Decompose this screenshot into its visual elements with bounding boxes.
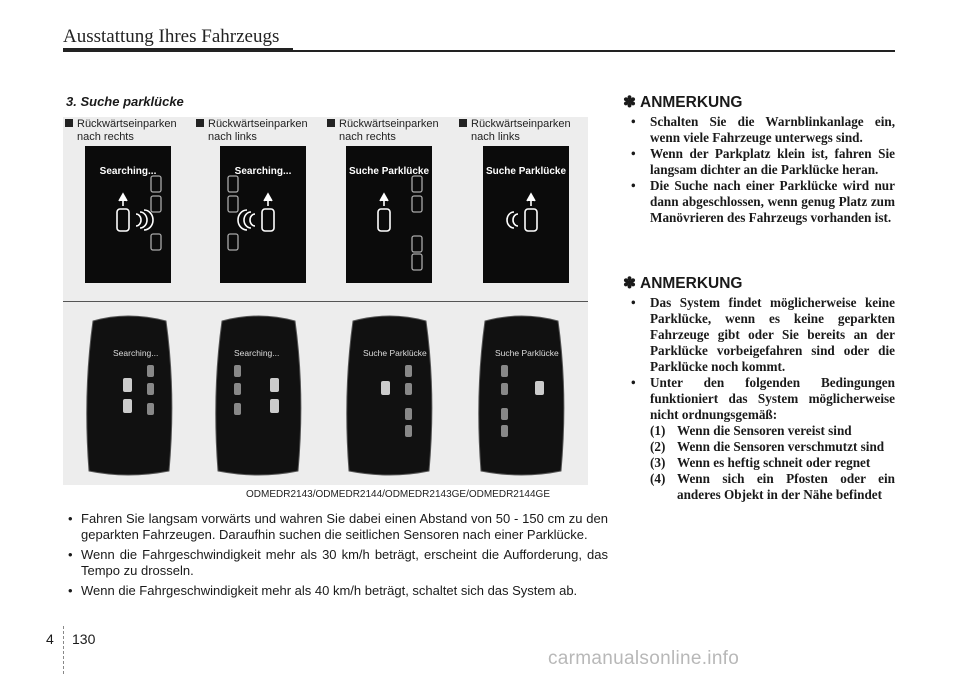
screen-status-text: Suche Parklücke	[485, 166, 567, 177]
list-item: • Fahren Sie langsam vorwärts und wahren Sie dabei einen Abstand von 50 - 150 cm zu den geparkten Fahrzeugen. Daraufhin suchen die seitlichen Sensoren nach einer Parklücke.	[66, 511, 608, 543]
list-item: • Schalten Sie die Warnblinkanlage ein, wenn viele Fahrzeuge unterwegs sind.	[623, 114, 895, 146]
screen-status-text: Searching...	[234, 166, 292, 177]
asterisk-icon: ✽	[623, 94, 636, 111]
section-title: 3. Suche parklücke	[66, 94, 184, 109]
cluster-display-graphic	[457, 303, 588, 485]
panel-label-line2: nach rechts	[339, 130, 396, 143]
panel-label-line1: Rückwärtseinparken	[339, 118, 439, 130]
list-item: • Das System findet möglicherweise keine Parklücke, wenn es keine geparkten Fahrzeuge gibt oder Sie bereits an der Parklücke vorbeigefahren sind oder die Parklücke noch kommt.	[623, 295, 895, 375]
list-item: • Wenn die Fahrgeschwindigkeit mehr als 40 km/h beträgt, schaltet sich das System ab.	[66, 583, 608, 599]
panel-label-line1: Rückwärtseinparken	[208, 118, 308, 130]
panel-label-line2: nach links	[208, 130, 257, 143]
display-screen	[85, 146, 171, 283]
header-rule-thin	[293, 50, 895, 52]
bullet-square-icon	[196, 119, 204, 127]
condition-number: (2)	[650, 439, 666, 454]
condition-number: (3)	[650, 455, 666, 470]
display-screen	[220, 146, 306, 283]
list-item: • Wenn der Parkplatz klein ist, fahren Sie langsam dichter an die Parklücke heran.	[623, 146, 895, 178]
parking-diagram-left-icon	[483, 146, 569, 283]
cluster-status-text: Searching...	[113, 348, 159, 358]
condition-text: Wenn die Sensoren vereist sind	[677, 423, 852, 438]
panel-1	[63, 117, 194, 301]
note-title: ANMERKUNG	[640, 94, 743, 111]
cluster-display-graphic	[194, 303, 325, 485]
note-box-2	[623, 274, 895, 503]
condition-text: Wenn es heftig schneit oder regnet	[677, 455, 871, 470]
header-rule	[63, 48, 293, 52]
note-list	[623, 295, 895, 503]
condition-number: (1)	[650, 423, 666, 438]
panel-label-line2: nach links	[471, 130, 520, 143]
display-screen	[346, 146, 432, 283]
list-item: • Die Suche nach einer Parklücke wird nur dann abgeschlossen, wenn genug Platz zum Manövrieren des Fahrzeugs vorhanden ist.	[623, 178, 895, 226]
note-title: ANMERKUNG	[640, 275, 743, 292]
watermark: carmanualsonline.info	[548, 648, 740, 669]
panel-3	[325, 117, 456, 301]
note-box-1	[623, 93, 895, 226]
bullet-square-icon	[65, 119, 73, 127]
figure-parking-search	[63, 117, 588, 485]
panel-2	[194, 117, 325, 301]
list-item: • Wenn die Fahrgeschwindigkeit mehr als 30 km/h beträgt, erscheint die Aufforderung, das Tempo zu drosseln.	[66, 547, 608, 579]
instruction-list	[66, 511, 608, 603]
condition-item	[650, 439, 895, 455]
parking-diagram-right-icon	[346, 146, 432, 283]
cluster-display-2	[194, 303, 325, 485]
display-screen	[483, 146, 569, 283]
condition-list	[650, 423, 895, 503]
parking-diagram-left-icon	[220, 146, 306, 283]
cluster-display-3	[325, 303, 456, 485]
condition-item	[650, 471, 895, 503]
condition-number: (4)	[650, 471, 666, 486]
condition-item	[650, 455, 895, 471]
cluster-display-graphic	[63, 303, 194, 485]
cluster-status-text: Searching...	[234, 348, 280, 358]
asterisk-icon: ✽	[623, 275, 636, 292]
bullet-square-icon	[459, 119, 467, 127]
list-item	[623, 375, 895, 503]
screen-status-text: Searching...	[99, 166, 157, 177]
bullet-square-icon	[327, 119, 335, 127]
page-number: 130	[72, 631, 96, 647]
figure-code: ODMEDR2143/ODMEDR2144/ODMEDR2143GE/ODMEDR2144GE	[246, 489, 550, 500]
cluster-status-text: Suche Parklücke	[363, 348, 427, 358]
panel-label-line1: Rückwärtseinparken	[77, 118, 177, 130]
condition-text: Wenn die Sensoren verschmutzt sind	[677, 439, 885, 454]
figure-divider	[63, 301, 588, 302]
panel-4	[457, 117, 588, 301]
note-list	[623, 114, 895, 226]
panel-label-line1: Rückwärtseinparken	[471, 118, 571, 130]
cluster-display-4	[457, 303, 588, 485]
condition-text: Wenn sich ein Pfosten oder ein anderes Objekt in der Nähe befindet	[677, 471, 895, 502]
panel-label-line2: nach rechts	[77, 130, 134, 143]
chapter-number: 4	[46, 631, 54, 647]
parking-diagram-right-icon	[85, 146, 171, 283]
page-header-title: Ausstattung Ihres Fahrzeugs	[63, 26, 280, 47]
screen-status-text: Suche Parklücke	[348, 166, 430, 177]
cluster-display-graphic	[325, 303, 456, 485]
condition-item	[650, 423, 895, 439]
list-item-text: Unter den folgenden Bedingungen funktioniert das System möglicherweise nicht ordnungsgemäß:	[650, 375, 895, 422]
cluster-display-1	[63, 303, 194, 485]
page-number-divider	[63, 626, 66, 674]
cluster-status-text: Suche Parklücke	[495, 348, 559, 358]
